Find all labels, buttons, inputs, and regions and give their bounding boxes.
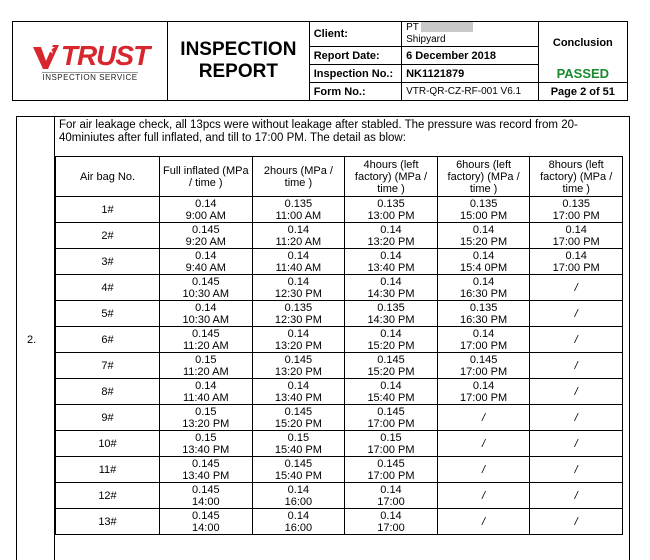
reading-time: 14:00 — [192, 521, 220, 534]
reading-cell — [252, 223, 345, 249]
client-label: Client: — [309, 22, 401, 47]
client-name-line2: Shipyard — [406, 34, 446, 45]
table-row — [56, 405, 623, 431]
pressure-value: 0.15 — [287, 431, 310, 444]
reading-cell — [437, 275, 530, 301]
reading-time: 10:30 AM — [182, 313, 230, 326]
pressure-value: / — [574, 307, 578, 320]
pressure-value: 0.145 — [284, 457, 313, 470]
pressure-value: 0.145 — [284, 353, 313, 366]
air-bag-number: 13# — [56, 509, 160, 535]
pressure-value: 0.135 — [469, 301, 498, 314]
pressure-value: 0.14 — [287, 223, 310, 236]
reading-time: 15:20 PM — [274, 417, 322, 430]
reading-time: 17:00 PM — [367, 443, 415, 456]
air-bag-number: 2# — [56, 223, 160, 249]
reading-time: 17:00 PM — [460, 339, 508, 352]
reading-time: 13:20 PM — [274, 365, 322, 378]
reading-cell — [345, 483, 438, 509]
reading-cell — [160, 483, 253, 509]
column-header-full-inflated: Full inflated (MPa / time ) — [160, 157, 253, 197]
reading-cell — [345, 379, 438, 405]
reading-cell — [437, 353, 530, 379]
pressure-value: 0.14 — [195, 249, 217, 262]
reading-cell — [345, 353, 438, 379]
air-bag-number: 12# — [56, 483, 160, 509]
form-no-label: Form No.: — [309, 83, 401, 101]
reading-cell — [345, 249, 438, 275]
pressure-value: 0.14 — [380, 275, 402, 288]
reading-cell — [160, 197, 253, 223]
reading-cell — [437, 249, 530, 275]
reading-cell — [437, 483, 530, 509]
air-bag-number: 3# — [56, 249, 160, 275]
reading-time: 17:00 — [377, 495, 405, 508]
column-header-6hours: 6hours (left factory) (MPa / time ) — [437, 157, 530, 197]
reading-cell — [160, 379, 253, 405]
reading-cell — [160, 405, 253, 431]
reading-time: 9:20 AM — [185, 235, 226, 248]
reading-time: 11:00 AM — [275, 209, 322, 222]
inspection-no-label: Inspection No.: — [309, 65, 401, 83]
reading-time: 15:00 PM — [460, 209, 508, 222]
pressure-value: 0.145 — [377, 457, 405, 470]
pressure-value: 0.14 — [380, 249, 402, 262]
pressure-value: 0.14 — [380, 483, 402, 496]
reading-cell — [345, 327, 438, 353]
reading-time: 11:40 AM — [182, 391, 229, 404]
logo-brand-text: TRUST — [60, 39, 150, 71]
reading-time: 15:4 0PM — [460, 261, 508, 274]
reading-cell — [530, 223, 623, 249]
reading-cell — [530, 301, 623, 327]
pressure-value: / — [574, 437, 578, 450]
column-header-2hours: 2hours (MPa / time ) — [252, 157, 345, 197]
reading-time: 10:30 AM — [182, 287, 230, 300]
pressure-value: 0.14 — [287, 327, 310, 340]
reading-cell — [345, 275, 438, 301]
table-header-row — [56, 157, 623, 197]
column-header-4hours: 4hours (left factory) (MPa / time ) — [345, 157, 438, 197]
table-row — [56, 483, 623, 509]
pressure-value: 0.135 — [469, 197, 498, 210]
reading-cell — [530, 249, 623, 275]
pressure-value: 0.14 — [472, 249, 495, 262]
pressure-value: 0.14 — [287, 379, 310, 392]
reading-time: 17:00 PM — [367, 469, 415, 482]
reading-cell — [530, 431, 623, 457]
reading-cell — [252, 457, 345, 483]
air-bag-pressure-table — [55, 156, 623, 535]
air-bag-number: 8# — [56, 379, 160, 405]
redaction-mask — [421, 22, 473, 32]
pressure-value: / — [574, 281, 578, 294]
reading-cell — [530, 275, 623, 301]
page-indicator: Page 2 of 51 — [538, 83, 627, 101]
air-bag-number: 11# — [56, 457, 160, 483]
reading-cell — [160, 431, 253, 457]
reading-cell — [345, 431, 438, 457]
pressure-value: 0.135 — [562, 197, 590, 210]
company-logo — [13, 22, 168, 101]
reading-cell — [160, 353, 253, 379]
column-header-air-bag: Air bag No. — [56, 157, 160, 197]
reading-time: 16:30 PM — [460, 287, 508, 300]
title-line-1: INSPECTION — [180, 39, 297, 60]
pressure-value: / — [574, 385, 578, 398]
reading-time: 11:20 AM — [182, 365, 229, 378]
reading-time: 12:30 PM — [274, 313, 322, 326]
reading-time: 13:40 PM — [274, 391, 322, 404]
pressure-value: 0.135 — [284, 301, 313, 314]
reading-time: 17:00 PM — [552, 235, 600, 248]
table-row — [56, 301, 623, 327]
reading-time: 11:20 AM — [275, 235, 322, 248]
air-bag-number: 10# — [56, 431, 160, 457]
pressure-value: / — [574, 359, 578, 372]
client-name-line1: PT — [406, 22, 419, 33]
reading-cell — [437, 301, 530, 327]
reading-time: 16:00 — [284, 495, 313, 508]
reading-time: 11:40 AM — [275, 261, 322, 274]
reading-time: 14:30 PM — [367, 287, 415, 300]
pressure-value: 0.14 — [195, 197, 217, 210]
pressure-value: 0.14 — [472, 327, 495, 340]
reading-cell — [160, 509, 253, 535]
pressure-value: 0.145 — [192, 327, 220, 340]
reading-cell — [437, 223, 530, 249]
reading-cell — [345, 457, 438, 483]
reading-cell — [160, 457, 253, 483]
table-row — [56, 223, 623, 249]
pressure-value: 0.15 — [380, 431, 402, 444]
reading-cell — [530, 457, 623, 483]
inspection-no-value: NK1121879 — [402, 65, 539, 83]
pressure-value: / — [482, 463, 486, 476]
section-2-container — [16, 116, 630, 560]
reading-time: 13:20 PM — [182, 417, 230, 430]
pressure-value: 0.14 — [287, 249, 310, 262]
reading-time: 15:20 PM — [367, 365, 415, 378]
form-no-value: VTR-QR-CZ-RF-001 V6.1 — [402, 83, 539, 101]
pressure-value: 0.14 — [380, 379, 402, 392]
reading-time: 17:00 PM — [552, 261, 600, 274]
table-row — [56, 275, 623, 301]
reading-cell — [160, 327, 253, 353]
reading-cell — [437, 457, 530, 483]
pressure-value: 0.14 — [195, 379, 217, 392]
pressure-value: / — [574, 463, 578, 476]
reading-time: 13:20 PM — [367, 235, 415, 248]
reading-time: 15:40 PM — [274, 443, 322, 456]
pressure-value: 0.135 — [377, 301, 405, 314]
reading-cell — [437, 431, 530, 457]
section-number: 2. — [27, 334, 37, 346]
reading-cell — [437, 405, 530, 431]
reading-cell — [252, 353, 345, 379]
pressure-value: 0.14 — [472, 223, 495, 236]
reading-time: 13:20 PM — [274, 339, 322, 352]
reading-time: 15:40 PM — [274, 469, 322, 482]
logo-tagline: INSPECTION SERVICE — [42, 72, 138, 82]
reading-cell — [160, 223, 253, 249]
reading-cell — [160, 249, 253, 275]
table-row — [56, 457, 623, 483]
table-row — [56, 379, 623, 405]
pressure-value: 0.15 — [195, 431, 217, 444]
section-intro-text: For air leakage check, all 13pcs were without leakage after stabled. The pressure was record from 20-40miniutes after full inflated, and till to 17:00 PM. The detail as blow: — [59, 119, 578, 144]
reading-time: 12:30 PM — [274, 287, 322, 300]
reading-time: 13:40 PM — [182, 469, 230, 482]
pressure-value: 0.14 — [380, 223, 402, 236]
reading-cell — [345, 197, 438, 223]
table-row — [56, 353, 623, 379]
reading-cell — [530, 353, 623, 379]
conclusion-status-badge: PASSED — [538, 65, 627, 83]
air-bag-number: 5# — [56, 301, 160, 327]
section-number-column — [17, 117, 55, 560]
pressure-value: / — [482, 515, 486, 528]
pressure-value: / — [482, 437, 486, 450]
reading-cell — [252, 327, 345, 353]
reading-cell — [345, 301, 438, 327]
pressure-value: 0.14 — [565, 223, 587, 236]
pressure-value: 0.15 — [195, 353, 217, 366]
reading-time: 17:00 PM — [552, 209, 600, 222]
pressure-value: / — [482, 489, 486, 502]
pressure-value: 0.14 — [472, 275, 495, 288]
reading-cell — [252, 405, 345, 431]
table-row — [56, 197, 623, 223]
reading-time: 14:00 — [192, 495, 220, 508]
pressure-value: / — [574, 333, 578, 346]
report-title — [168, 22, 310, 101]
pressure-value: 0.145 — [284, 405, 313, 418]
pressure-value: / — [574, 515, 578, 528]
pressure-value: / — [574, 489, 578, 502]
pressure-value: 0.14 — [472, 379, 495, 392]
pressure-value: 0.14 — [380, 509, 402, 522]
reading-cell — [160, 275, 253, 301]
pressure-value: 0.14 — [287, 483, 310, 496]
pressure-value: / — [574, 411, 578, 424]
reading-time: 17:00 — [377, 521, 405, 534]
pressure-value: / — [482, 411, 486, 424]
reading-cell — [345, 509, 438, 535]
air-bag-number: 1# — [56, 197, 160, 223]
pressure-value: 0.14 — [287, 509, 310, 522]
pressure-value: 0.145 — [192, 275, 220, 288]
reading-cell — [252, 509, 345, 535]
report-date-value: 6 December 2018 — [402, 47, 539, 65]
air-bag-number: 4# — [56, 275, 160, 301]
table-row — [56, 249, 623, 275]
pressure-value: 0.145 — [377, 405, 405, 418]
reading-cell — [345, 223, 438, 249]
reading-time: 13:40 PM — [367, 261, 415, 274]
reading-cell — [437, 509, 530, 535]
reading-cell — [530, 379, 623, 405]
reading-cell — [530, 483, 623, 509]
pressure-value: 0.15 — [195, 405, 217, 418]
pressure-value: 0.14 — [380, 327, 402, 340]
reading-cell — [437, 197, 530, 223]
reading-cell — [530, 509, 623, 535]
conclusion-label: Conclusion — [538, 22, 627, 65]
table-row — [56, 509, 623, 535]
reading-time: 9:00 AM — [185, 209, 226, 222]
reading-time: 11:20 AM — [182, 339, 229, 352]
pressure-value: 0.145 — [192, 223, 220, 236]
reading-cell — [437, 327, 530, 353]
reading-cell — [345, 405, 438, 431]
pressure-value: 0.145 — [469, 353, 498, 366]
report-date-label: Report Date: — [309, 47, 401, 65]
reading-time: 17:00 PM — [367, 417, 415, 430]
reading-cell — [252, 249, 345, 275]
pressure-value: 0.145 — [192, 457, 220, 470]
pressure-value: 0.135 — [284, 197, 313, 210]
reading-time: 15:20 PM — [460, 235, 508, 248]
reading-time: 16:30 PM — [460, 313, 508, 326]
column-header-8hours: 8hours (left factory) (MPa / time ) — [530, 157, 623, 197]
reading-time: 15:40 PM — [367, 391, 415, 404]
client-value — [402, 22, 539, 47]
reading-cell — [437, 379, 530, 405]
reading-cell — [252, 379, 345, 405]
air-bag-number: 7# — [56, 353, 160, 379]
reading-time: 9:40 AM — [185, 261, 226, 274]
reading-cell — [252, 197, 345, 223]
reading-time: 15:20 PM — [367, 339, 415, 352]
pressure-value: 0.14 — [565, 249, 587, 262]
pressure-value: 0.14 — [195, 301, 217, 314]
reading-time: 16:00 — [284, 521, 313, 534]
air-bag-number: 9# — [56, 405, 160, 431]
reading-cell — [252, 483, 345, 509]
pressure-value: 0.145 — [377, 353, 405, 366]
title-line-2: REPORT — [198, 61, 278, 82]
table-row — [56, 431, 623, 457]
pressure-value: 0.14 — [287, 275, 310, 288]
reading-cell — [252, 301, 345, 327]
star-v-logo-icon — [31, 41, 61, 71]
reading-cell — [160, 301, 253, 327]
pressure-value: 0.145 — [192, 483, 220, 496]
reading-time: 13:00 PM — [367, 209, 415, 222]
report-header — [12, 21, 628, 101]
reading-cell — [530, 197, 623, 223]
air-bag-number: 6# — [56, 327, 160, 353]
table-row — [56, 327, 623, 353]
reading-cell — [530, 405, 623, 431]
reading-cell — [252, 431, 345, 457]
reading-cell — [530, 327, 623, 353]
reading-time: 17:00 PM — [460, 391, 508, 404]
reading-time: 13:40 PM — [182, 443, 230, 456]
reading-time: 14:30 PM — [367, 313, 415, 326]
pressure-value: 0.135 — [377, 197, 405, 210]
reading-time: 17:00 PM — [460, 365, 508, 378]
reading-cell — [252, 275, 345, 301]
pressure-value: 0.145 — [192, 509, 220, 522]
